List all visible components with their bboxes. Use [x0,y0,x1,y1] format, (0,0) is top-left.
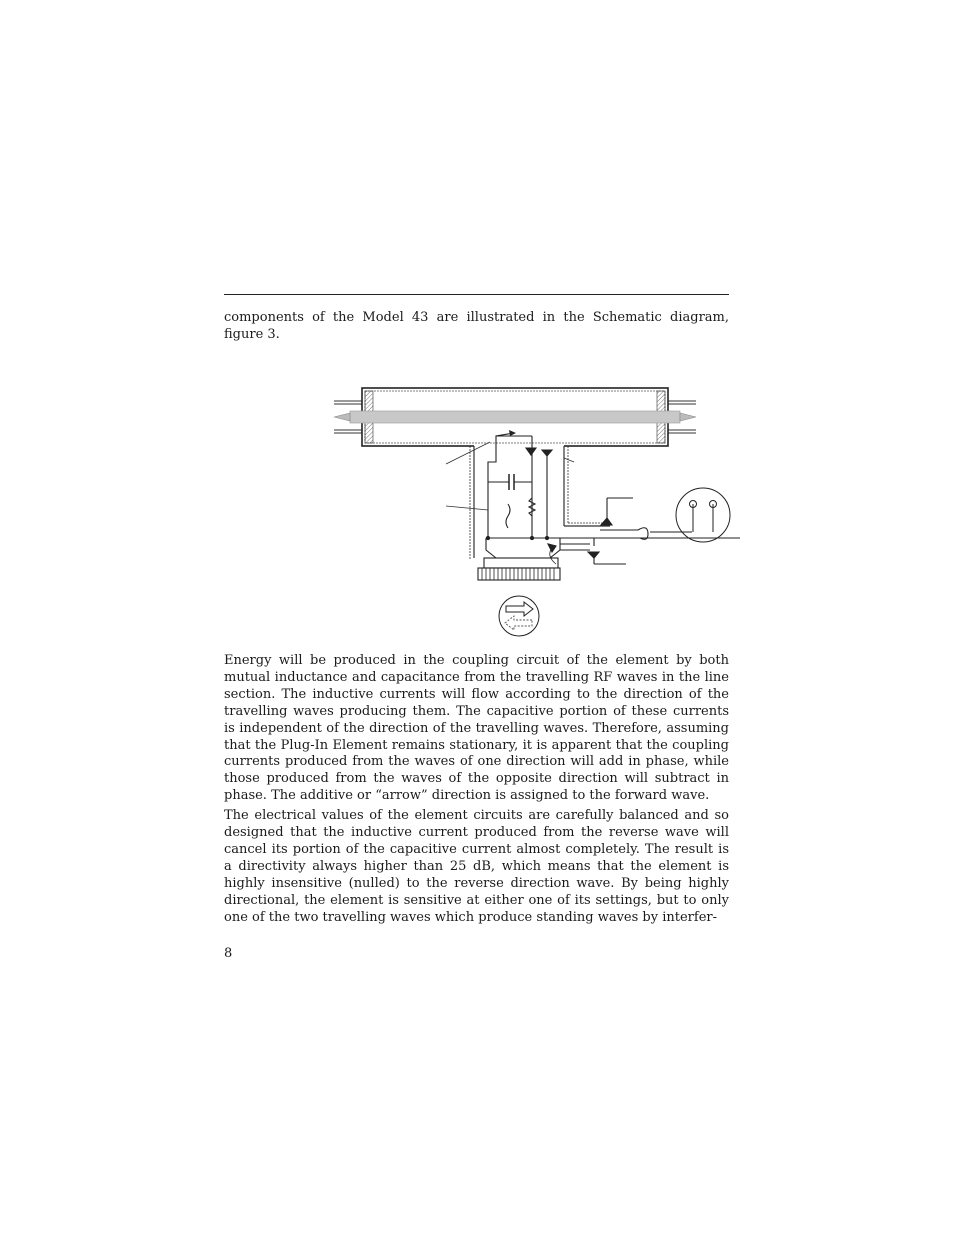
leader-lines [446,442,574,510]
schematic-figure [320,378,740,640]
center-conductor [334,411,696,423]
direction-arrow-icon [499,596,539,636]
meter [676,488,730,542]
element-body [478,538,590,580]
output-cable [588,498,740,564]
header-rule [224,294,729,295]
page-number: 8 [224,946,233,961]
paragraph-2: The electrical values of the element circuits are carefully balanced and so designed that the inductive current produced from the reverse wave will cancel its portion of the capacitive current almost completely. The result is a directivity always higher than 25 dB, which means that the element is highly insensitive (nulled) to the reverse direction wave. By being highly directional, the element is sensitive at either one of its settings, but to only one of the two travelling waves which produce standing waves by interfer- [224,808,729,925]
intro-text: components of the Model 43 are illustrated in the Schematic diagram, figure 3. [224,310,729,342]
element-socket [470,446,610,560]
body-text [224,653,729,930]
paragraph-1: Energy will be produced in the coupling circuit of the element by both mutual inductance and capacitance from the travelling RF waves in the line section. The inductive currents will flow according to the direction of the travelling waves producing them. The capacitive portion of these currents is independent of the direction of the travelling waves. Therefore, assuming that the Plug-In Element remains stationary, it is apparent that the coupling currents produced from the waves of one direction will add in phase, while those produced from the waves of the opposite direction will subtract in phase. The additive or “arrow” direction is assigned to the forward wave. [224,653,729,804]
schematic-diagram [320,378,740,640]
